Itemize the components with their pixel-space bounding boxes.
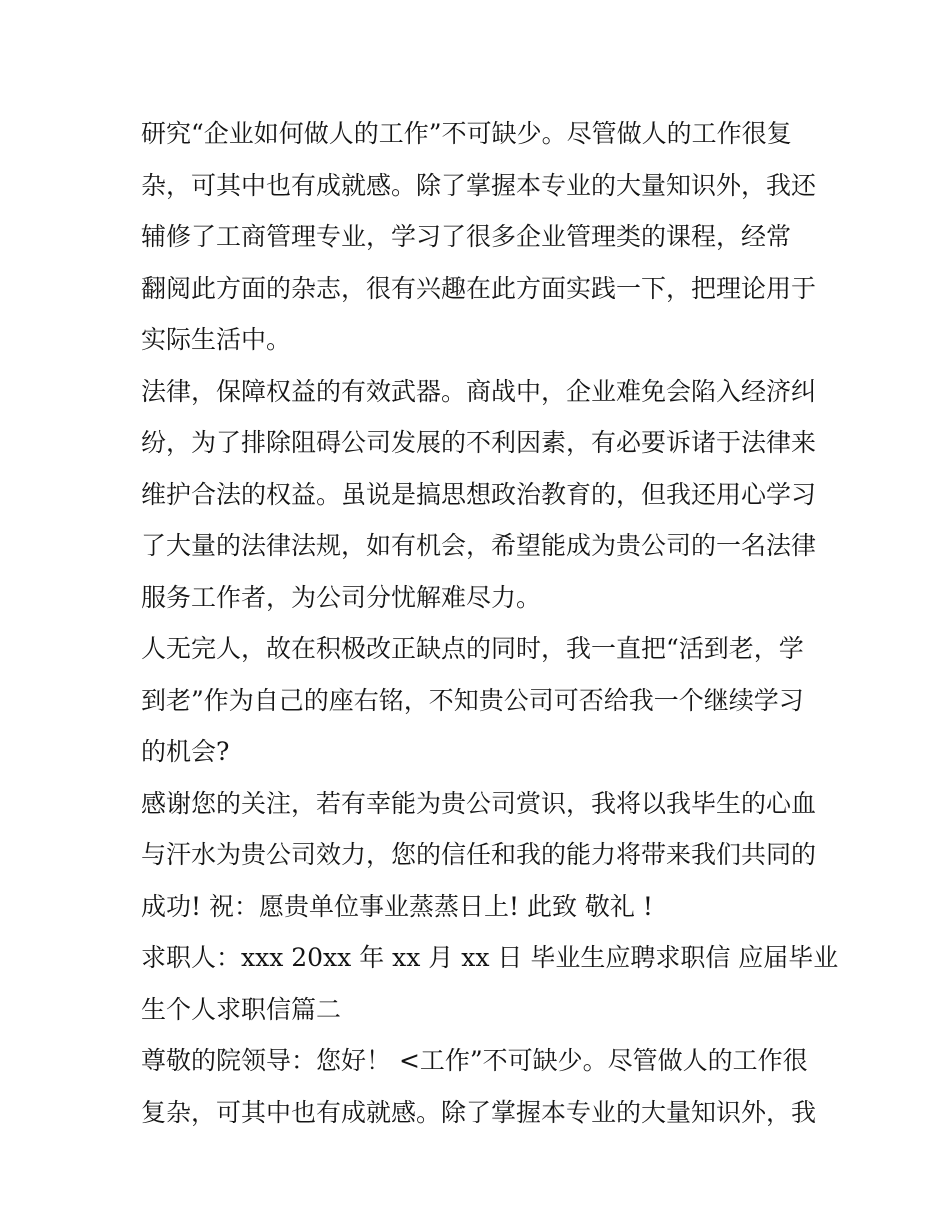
text-line: 的机会? (141, 737, 230, 766)
text-line: 成功! 祝：愿贵单位事业蒸蒸日上! 此致 敬礼 ! (141, 891, 653, 921)
document-body (141, 108, 839, 1138)
text-line: 纷，为了排除阻碍公司发展的不利因素，有必要诉诸于法律来 (141, 428, 817, 457)
text-line: 尊敬的院领导：您好！ <工作”不可缺少。尽管做人的工作很 (141, 1046, 808, 1075)
text-line: 人无完人，故在积极改正缺点的同时，我一直把“活到老，学 (141, 634, 804, 663)
text-line: 翻阅此方面的杂志，很有兴趣在此方面实践一下，把理论用于 (141, 273, 817, 303)
text-line: 感谢您的关注，若有幸能为贵公司赏识，我将以我毕生的心血 (141, 788, 817, 818)
text-line: 辅修了工商管理专业，学习了很多企业管理类的课程，经常 (141, 222, 792, 251)
text-line: 服务工作者，为公司分忧解难尽力。 (141, 582, 542, 612)
text-line: 与汗水为贵公司效力，您的信任和我的能力将带来我们共同的 (141, 840, 817, 869)
text-line: 生个人求职信篇二 (141, 994, 342, 1024)
text-line: 法律，保障权益的有效武器。商战中，企业难免会陷入经济纠 (141, 376, 817, 406)
text-line: 研究“企业如何做人的工作”不可缺少。尽管做人的工作很复 (141, 119, 792, 148)
text-line: 复杂，可其中也有成就感。除了掌握本专业的大量知识外，我 (141, 1097, 817, 1127)
text-line: 求职人：xxx 20xx 年 xx 月 xx 日 毕业生应聘求职信 应届毕业 (141, 943, 839, 972)
text-line: 到老”作为自己的座右铭，不知贵公司可否给我一个继续学习 (141, 685, 804, 715)
text-line: 杂，可其中也有成就感。除了掌握本专业的大量知识外，我还 (141, 170, 817, 200)
text-line: 实际生活中。 (141, 325, 292, 354)
text-line: 维护合法的权益。虽说是搞思想政治教育的，但我还用心学习 (141, 479, 817, 509)
text-line: 了大量的法律法规，如有机会，希望能成为贵公司的一名法律 (141, 531, 817, 560)
